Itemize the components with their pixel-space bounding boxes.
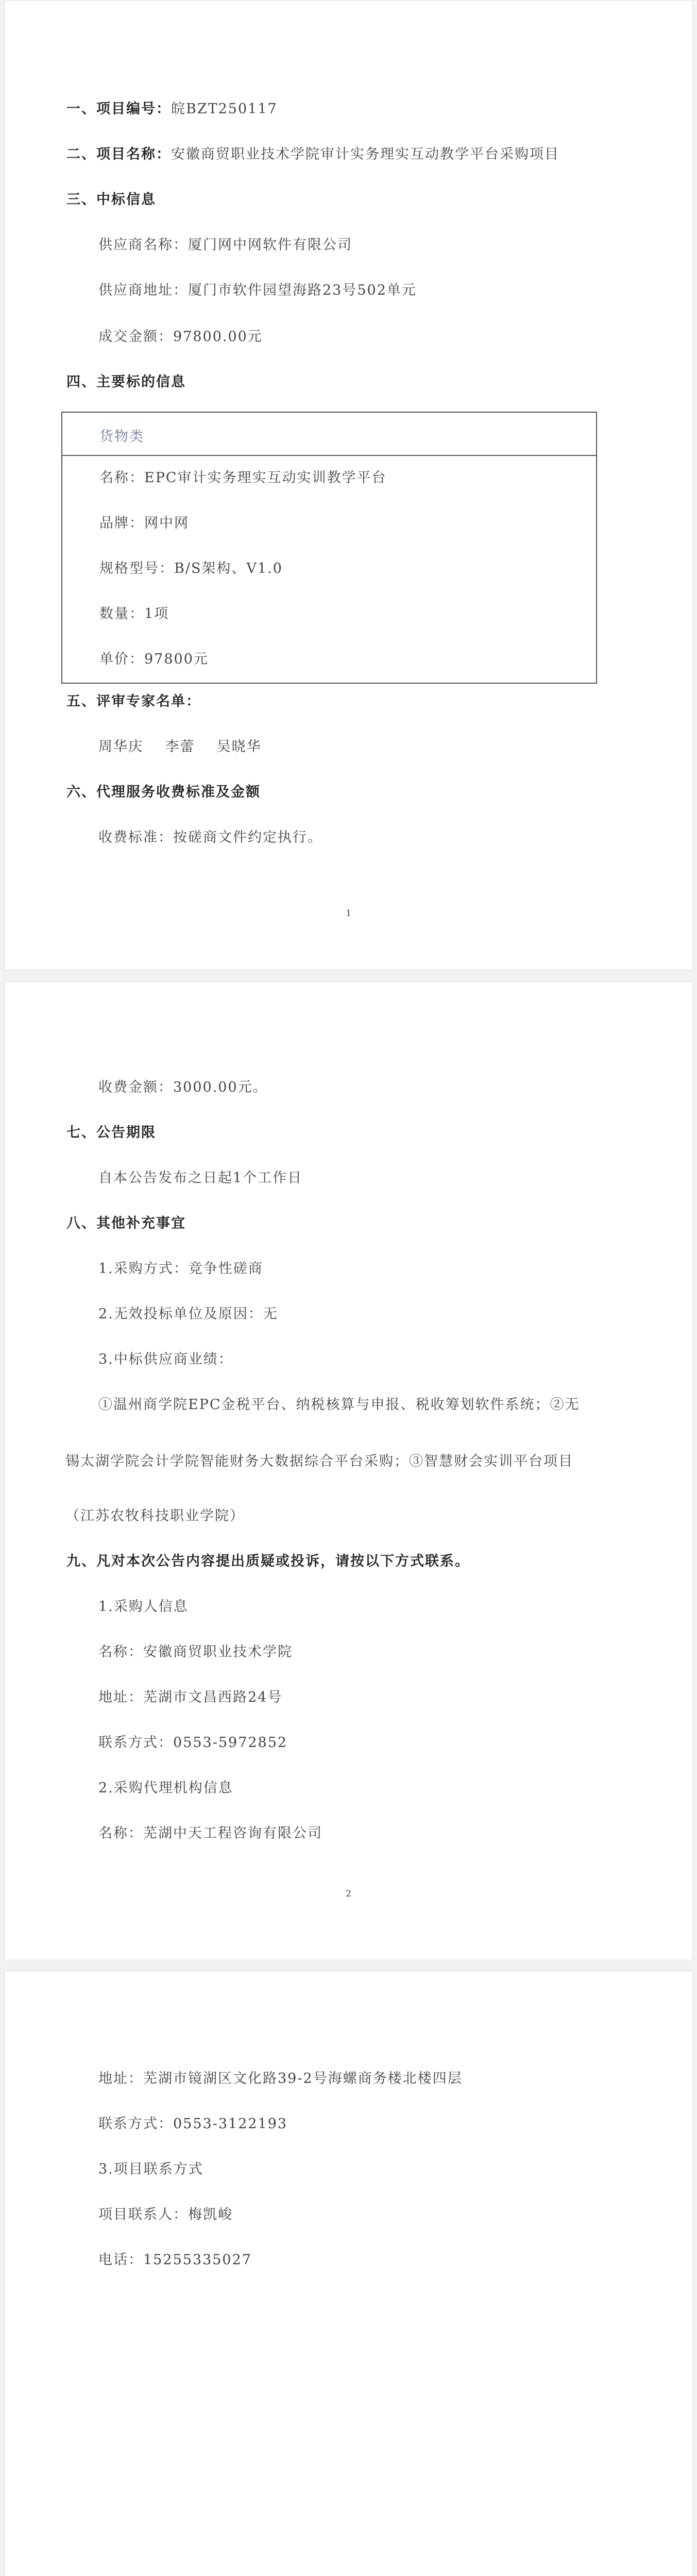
project-name-value: 安徽商贸职业技术学院审计实务理实互动教学平台采购项目	[171, 146, 559, 162]
project-number-label: 一、项目编号：	[66, 101, 171, 117]
agency-name: 名称：芜湖中天工程咨询有限公司	[98, 1825, 322, 1841]
table-row: 名称：EPC审计实务理实互动实训教学平台	[99, 470, 387, 486]
project-number	[66, 100, 278, 118]
purchaser-name: 名称：安徽商贸职业技术学院	[98, 1644, 293, 1660]
project-name-label: 二、项目名称：	[66, 146, 171, 162]
document-page-3	[4, 1971, 693, 2576]
main-item-heading: 四、主要标的信息	[66, 374, 186, 390]
table-header-label: 货物类	[99, 429, 144, 445]
project-contact-phone: 电话：15255335027	[98, 2252, 252, 2268]
award-info-heading: 三、中标信息	[66, 192, 156, 208]
page-number: 1	[346, 908, 351, 919]
period-text: 自本公告发布之日起1个工作日	[98, 1170, 303, 1186]
fee-standard: 收费标准：按磋商文件约定执行。	[98, 829, 322, 845]
performance-line: 锡太湖学院会计学院智能财务大数据综合平台采购；③智慧财会实训平台项目	[65, 1453, 573, 1469]
experts-list: 周华庆 李蕾 吴晓华	[98, 739, 262, 755]
invalid-bidders: 2.无效投标单位及原因：无	[98, 1306, 278, 1322]
document-page-2	[4, 981, 693, 1960]
procurement-method: 1.采购方式：竞争性磋商	[98, 1261, 263, 1277]
main-item-table	[61, 412, 597, 684]
agency-heading: 2.采购代理机构信息	[98, 1780, 233, 1796]
agency-phone: 联系方式：0553-3122193	[98, 2116, 288, 2132]
purchaser-phone: 联系方式：0553-5972852	[98, 1735, 288, 1751]
contact-heading: 九、凡对本次公告内容提出质疑或投诉，请按以下方式联系。	[66, 1553, 470, 1569]
page-number: 2	[346, 1889, 351, 1899]
performance-line: （江苏农牧科技职业学院）	[65, 1508, 245, 1524]
other-heading: 八、其他补充事宜	[66, 1215, 186, 1231]
purchaser-address: 地址：芜湖市文昌西路24号	[98, 1689, 283, 1705]
experts-heading: 五、评审专家名单：	[66, 693, 201, 709]
supplier-address: 供应商地址：厦门市软件园望海路23号502单元	[98, 282, 417, 298]
project-contact-person: 项目联系人：梅凯峻	[98, 2207, 233, 2223]
table-row: 数量：1项	[99, 606, 169, 622]
fee-heading: 六、代理服务收费标准及金额	[66, 784, 261, 800]
project-contact-heading: 3.项目联系方式	[98, 2161, 203, 2177]
purchaser-heading: 1.采购人信息	[98, 1599, 189, 1615]
deal-amount: 成交金额：97800.00元	[98, 329, 263, 345]
fee-amount: 收费金额：3000.00元。	[98, 1079, 268, 1095]
supplier-name: 供应商名称：厦门网中网软件有限公司	[98, 237, 352, 253]
period-heading: 七、公告期限	[66, 1125, 156, 1141]
table-row: 品牌：网中网	[99, 515, 189, 531]
supplier-performance-heading: 3.中标供应商业绩：	[98, 1351, 233, 1367]
project-number-value: 皖BZT250117	[171, 101, 278, 117]
project-name	[66, 146, 559, 163]
table-row: 规格型号：B/S架构、V1.0	[99, 561, 283, 577]
document-page-1	[4, 0, 693, 970]
table-header	[62, 413, 596, 456]
table-row: 单价：97800元	[99, 651, 209, 667]
agency-address: 地址：芜湖市镜湖区文化路39-2号海螺商务楼北楼四层	[98, 2071, 463, 2087]
performance-line: ①温州商学院EPC金税平台、纳税核算与申报、税收筹划软件系统；②无	[98, 1397, 580, 1413]
